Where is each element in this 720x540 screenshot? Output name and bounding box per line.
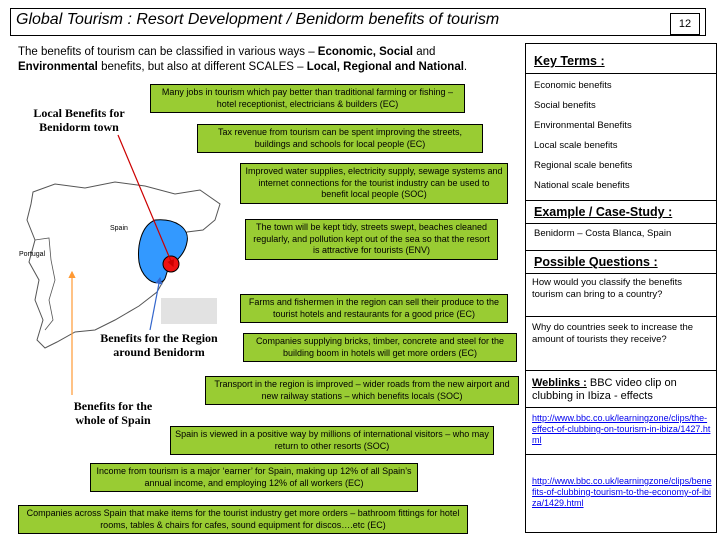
key-term-item: Local scale benefits [534, 140, 618, 151]
divider [526, 407, 716, 408]
intro-paragraph: The benefits of tourism can be classified in various ways – Economic, Social and Environmental benefits, but also at different SCALES – Local, Regional and National. [18, 46, 468, 73]
label-region: Benefits for the Region around Benidorm [100, 331, 218, 359]
page-title: Global Tourism : Resort Development / Benidorm benefits of tourism [16, 11, 500, 28]
benefit-box-across: Companies across Spain that make items for the tourist industry get more orders – bathroom fittings for hotel rooms, tables & chairs for cafes, sound equipment for discos….etc (EC) [18, 505, 468, 534]
questions-heading: Possible Questions : [526, 250, 716, 274]
key-term-item: Environmental Benefits [534, 120, 632, 131]
benefit-box-jobs: Many jobs in tourism which pay better than traditional farming or fishing – hotel receptionist, electricians & builders (EC) [150, 84, 465, 113]
benefit-box-tidy: The town will be kept tidy, streets swept, beaches cleaned regularly, and pollution kept out of the sea so that the resort is attractive for tourists (ENV) [245, 219, 498, 260]
weblinks-block [532, 377, 712, 403]
question-2: Why do countries seek to increase the amount of tourists they receive? [532, 322, 694, 345]
benefit-box-transport: Transport in the region is improved – wider roads from the new airport and new railway stations – which benefits locals (SOC) [205, 376, 519, 405]
question-1: How would you classify the benefits tourism can bring to a country? [532, 277, 682, 300]
benefit-box-companies: Companies supplying bricks, timber, concrete and steel for the building boom in hotels will get more orders (EC) [243, 333, 517, 362]
divider [526, 316, 716, 317]
divider [526, 370, 716, 371]
arrow-region [150, 278, 160, 330]
key-terms-heading: Key Terms : [526, 50, 716, 74]
benefit-box-income: Income from tourism is a major ‘earner’ for Spain, making up 12% of all Spain’s annual income, and employing 12% of all workers (EC) [90, 463, 418, 492]
weblink-1[interactable]: http://www.bbc.co.uk/learningzone/clips/the-effect-of-clubbing-on-tourism-in-ibiza/1427.html [532, 413, 711, 445]
portugal-label: Portugal [19, 251, 46, 258]
divider [526, 454, 716, 455]
key-term-item: Economic benefits [534, 80, 612, 91]
label-local: Local Benefits for Benidorm town [33, 106, 125, 134]
example-heading: Example / Case-Study : [526, 200, 716, 224]
benefit-box-farms: Farms and fishermen in the region can sell their produce to the tourist hotels and restaurants for a good price (EC) [240, 294, 508, 323]
weblinks-description: BBC video clip on clubbing in Ibiza - effects [532, 377, 677, 402]
benefit-box-tax: Tax revenue from tourism can be spent improving the streets, buildings and schools for local people (EC) [197, 124, 483, 153]
key-term-item: National scale benefits [534, 180, 630, 191]
weblinks-heading: Weblinks : [532, 377, 587, 389]
example-text: Benidorm – Costa Blanca, Spain [534, 228, 672, 239]
spain-label: Spain [110, 225, 128, 232]
page-number: 12 [670, 13, 700, 35]
label-spain: Benefits for the whole of Spain [73, 399, 153, 427]
benefit-box-viewed: Spain is viewed in a positive way by millions of international visitors – who may return to other resorts (SOC) [170, 426, 494, 455]
weblink-2[interactable]: http://www.bbc.co.uk/learningzone/clips/benefits-of-clubbing-tourism-to-the-economy-of-ibiza/1429.html [532, 476, 712, 508]
key-term-item: Regional scale benefits [534, 160, 633, 171]
sidebar-panel [525, 43, 717, 533]
benefit-box-water: Improved water supplies, electricity supply, sewage systems and internet connections for the tourist industry can be used to benefit local people (SOC) [240, 163, 508, 204]
arrow-local [118, 135, 173, 266]
key-term-item: Social benefits [534, 100, 596, 111]
